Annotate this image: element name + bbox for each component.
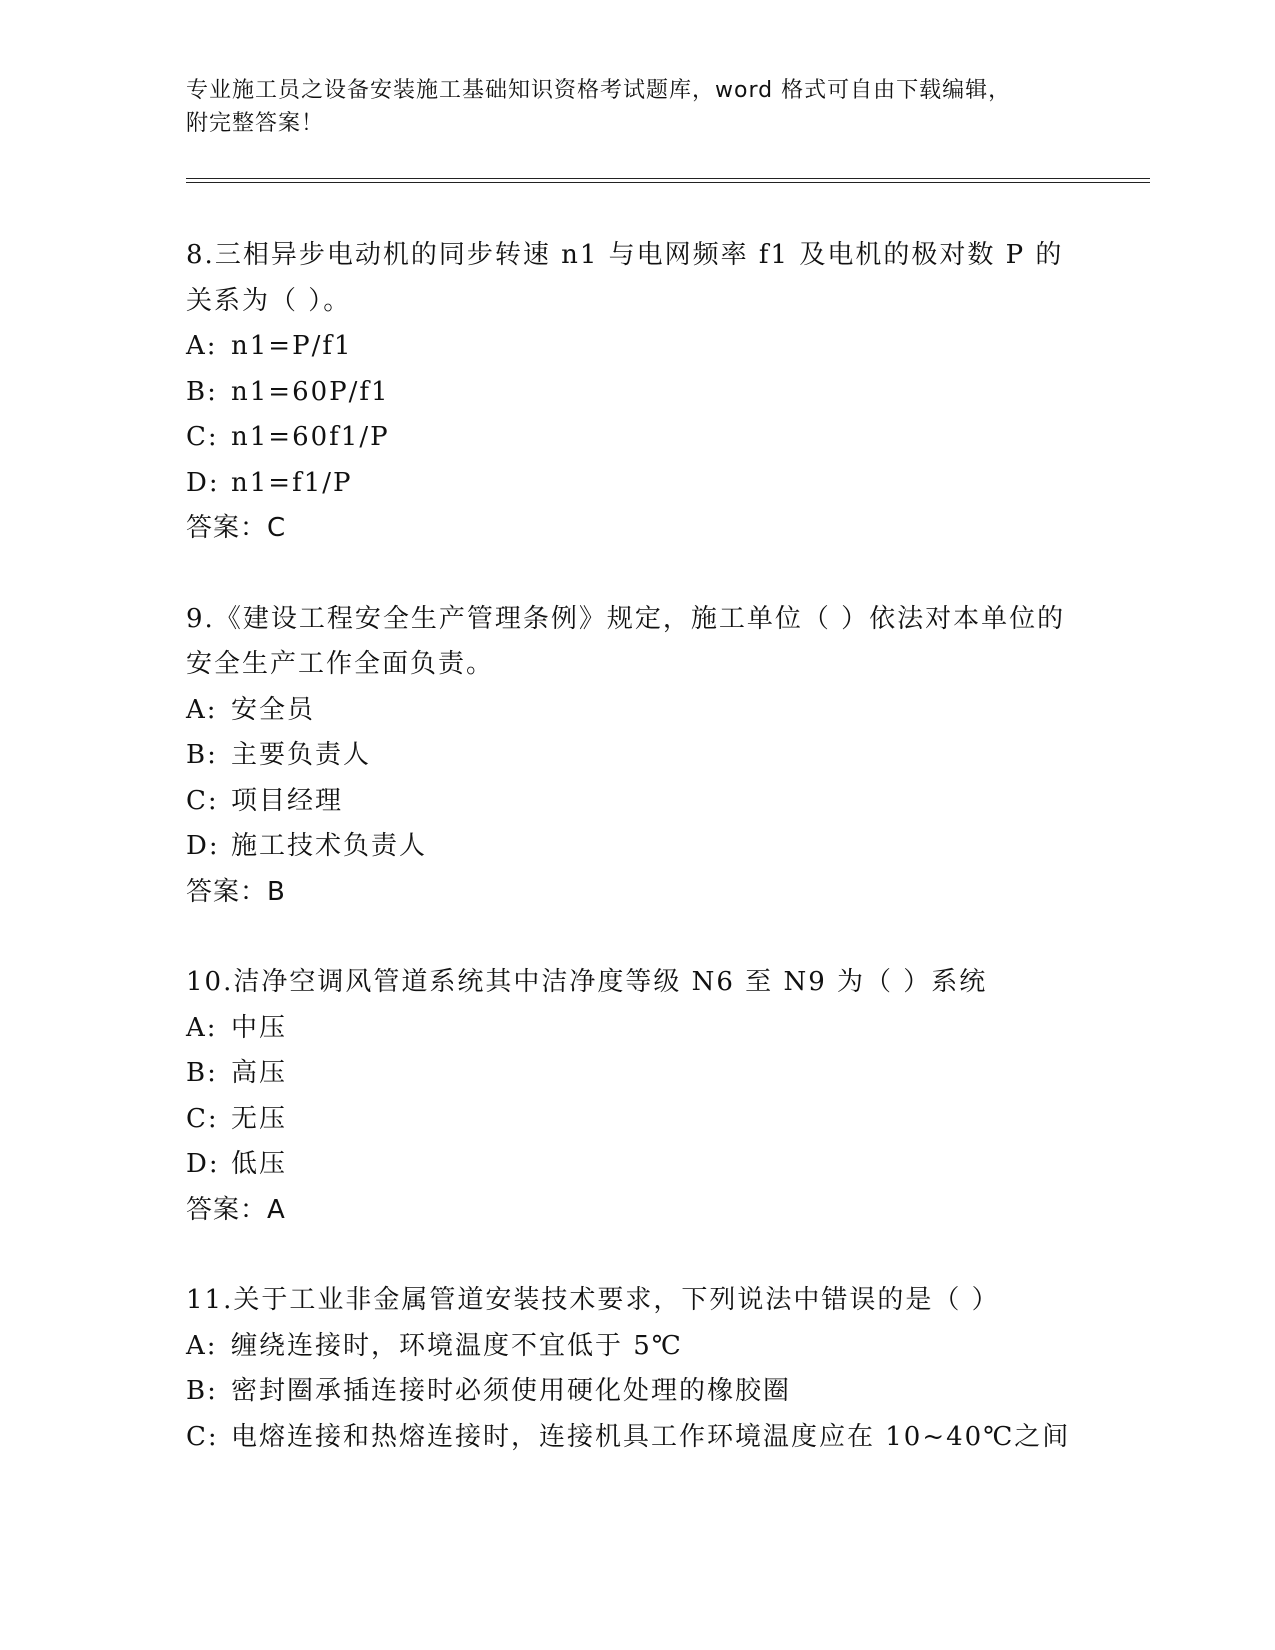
question-8 <box>186 233 1150 552</box>
option-text: 电熔连接和热熔连接时，连接机具工作环境温度应在 10~40℃之间 <box>231 1421 1071 1452</box>
question-stem <box>186 597 1066 688</box>
option-label: A: <box>186 331 218 361</box>
option-text: 缠绕连接时，环境温度不宜低于 5℃ <box>231 1330 683 1361</box>
option-c <box>186 415 1150 461</box>
option-label: A: <box>186 694 218 725</box>
option-text: n1=60P/f1 <box>231 376 390 407</box>
document-header <box>186 74 1086 140</box>
option-text: n1=60f1/P <box>231 422 390 452</box>
option-text: n1=P/f1 <box>231 331 353 361</box>
option-b <box>186 1369 1150 1415</box>
option-a <box>186 688 1150 734</box>
question-number: 11. <box>186 1285 234 1315</box>
option-label: B: <box>186 376 218 407</box>
option-d <box>186 1142 1150 1188</box>
option-label: A: <box>186 1012 218 1043</box>
question-9 <box>186 597 1150 916</box>
question-number: 8. <box>186 240 215 270</box>
option-c <box>186 1097 1150 1143</box>
header-line-1: 专业施工员之设备安装施工基础知识资格考试题库，word 格式可自由下载编辑， <box>186 78 1012 103</box>
option-label: C: <box>186 1421 219 1452</box>
question-number: 9. <box>186 603 215 634</box>
question-text: 关于工业非金属管道安装技术要求，下列说法中错误的是（ ） <box>233 1285 1000 1315</box>
option-label: B: <box>186 1058 218 1088</box>
option-label: D: <box>186 831 220 861</box>
answer-line: 答案：B <box>186 876 286 907</box>
option-b <box>186 370 1150 416</box>
option-text: 高压 <box>231 1058 288 1088</box>
option-label: C: <box>186 422 219 452</box>
option-label: D: <box>186 467 220 498</box>
option-a <box>186 1324 1150 1370</box>
question-text: 三相异步电动机的同步转速 n1 与电网频率 f1 及电机的极对数 P 的关系为（ ）。 <box>186 240 1064 316</box>
option-a <box>186 324 1150 370</box>
option-text: 密封圈承插连接时必须使用硬化处理的橡胶圈 <box>231 1376 792 1406</box>
option-label: C: <box>186 785 219 816</box>
question-stem <box>186 960 1066 1006</box>
option-label: C: <box>186 1103 219 1134</box>
answer-line: 答案：A <box>186 1194 286 1225</box>
option-text: 主要负责人 <box>231 740 372 770</box>
answer-line: 答案：C <box>186 513 287 543</box>
question-text: 洁净空调风管道系统其中洁净度等级 N6 至 N9 为（ ）系统 <box>233 967 988 997</box>
option-label: A: <box>186 1330 218 1361</box>
question-stem <box>186 233 1066 324</box>
question-list <box>186 233 1150 1505</box>
question-stem <box>186 1278 1066 1324</box>
option-a <box>186 1006 1150 1052</box>
header-double-rule <box>186 178 1150 183</box>
option-text: 项目经理 <box>231 785 344 816</box>
question-number: 10. <box>186 967 234 997</box>
option-c <box>186 779 1150 825</box>
option-text: 低压 <box>231 1149 288 1179</box>
option-label: B: <box>186 740 218 770</box>
option-label: B: <box>186 1376 218 1406</box>
question-text: 《建设工程安全生产管理条例》规定，施工单位（ ）依法对本单位的安全生产工作全面负责。 <box>186 603 1066 679</box>
option-d <box>186 824 1150 870</box>
option-text: 施工技术负责人 <box>231 831 428 861</box>
question-10 <box>186 960 1150 1233</box>
option-text: n1=f1/P <box>231 467 353 498</box>
option-text: 中压 <box>231 1012 288 1043</box>
header-line-2: 附完整答案！ <box>186 111 325 136</box>
option-c <box>186 1415 1150 1461</box>
option-d <box>186 461 1150 507</box>
option-b <box>186 733 1150 779</box>
option-b <box>186 1051 1150 1097</box>
option-label: D: <box>186 1149 220 1179</box>
option-text: 无压 <box>231 1103 288 1134</box>
option-text: 安全员 <box>231 694 316 725</box>
question-11 <box>186 1278 1150 1460</box>
